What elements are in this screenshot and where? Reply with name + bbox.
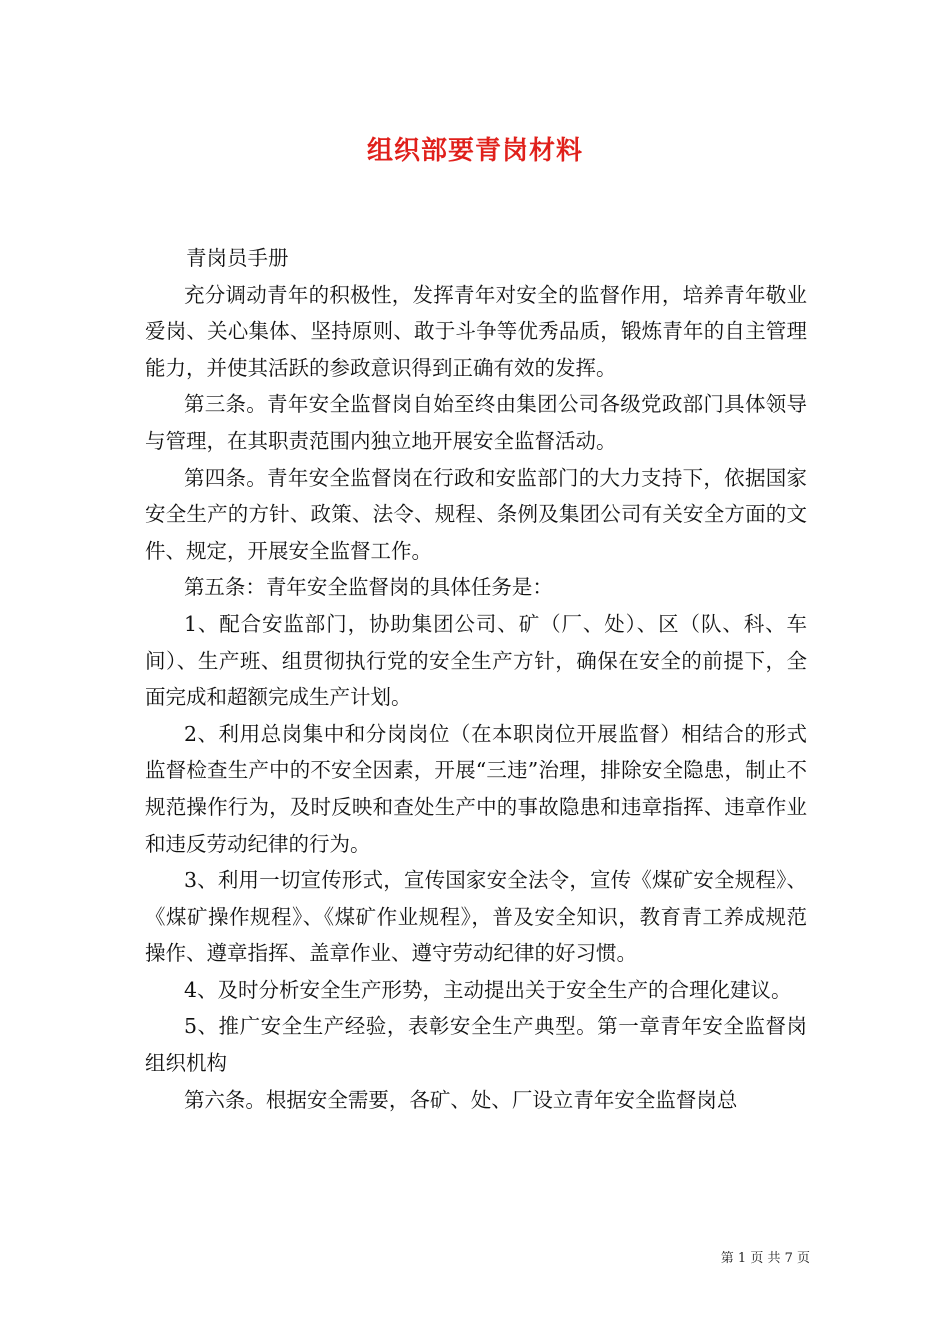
- paragraph: 5、推广安全生产经验，表彰安全生产典型。第一章青年安全监督岗组织机构: [145, 1014, 807, 1076]
- paragraph: 第五条：青年安全监督岗的具体任务是：: [183, 575, 553, 600]
- paragraph: 1、配合安监部门，协助集团公司、矿（厂、处）、区（队、科、车间）、生产班、组贯彻执行党的安全生产方针，确保在安全的前提下，全面完成和超额完成生产计划。: [145, 611, 807, 710]
- paragraph: 2、利用总岗集中和分岗岗位（在本职岗位开展监督）相结合的形式监督检查生产中的不安全因素，开展“三违”治理，排除安全隐患，制止不规范操作行为，及时反映和查处生产中的事故隐患和违章指挥、违章作业和违反劳动纪律的行为。: [145, 721, 807, 856]
- page-number: 第 1 页 共 7 页: [720, 1251, 810, 1266]
- document-title: 组织部要青岗材料: [366, 136, 583, 166]
- paragraph: 4、及时分析安全生产形势，主动提出关于安全生产的合理化建议。: [183, 977, 792, 1002]
- paragraph: 第六条。根据安全需要，各矿、处、厂设立青年安全监督岗总: [183, 1087, 738, 1112]
- paragraph: 青岗员手册: [186, 246, 289, 270]
- paragraph: 第三条。青年安全监督岗自始至终由集团公司各级党政部门具体领导与管理，在其职责范围内独立地开展安全监督活动。: [145, 392, 807, 453]
- paragraph: 3、利用一切宣传形式，宣传国家安全法令，宣传《煤矿安全规程》、《煤矿操作规程》、《煤矿作业规程》，普及安全知识，教育青工养成规范操作、遵章指挥、盖章作业、遵守劳动纪律的好习惯。: [145, 868, 807, 966]
- paragraph: 充分调动青年的积极性，发挥青年对安全的监督作用，培养青年敬业爱岗、关心集体、坚持原则、敢于斗争等优秀品质，锻炼青年的自主管理能力，并使其活跃的参政意识得到正确有效的发挥。: [145, 282, 807, 380]
- document-body: [145, 240, 807, 1118]
- paragraph: 第四条。青年安全监督岗在行政和安监部门的大力支持下，依据国家安全生产的方针、政策、法令、规程、条例及集团公司有关安全方面的文件、规定，开展安全监督工作。: [145, 465, 807, 563]
